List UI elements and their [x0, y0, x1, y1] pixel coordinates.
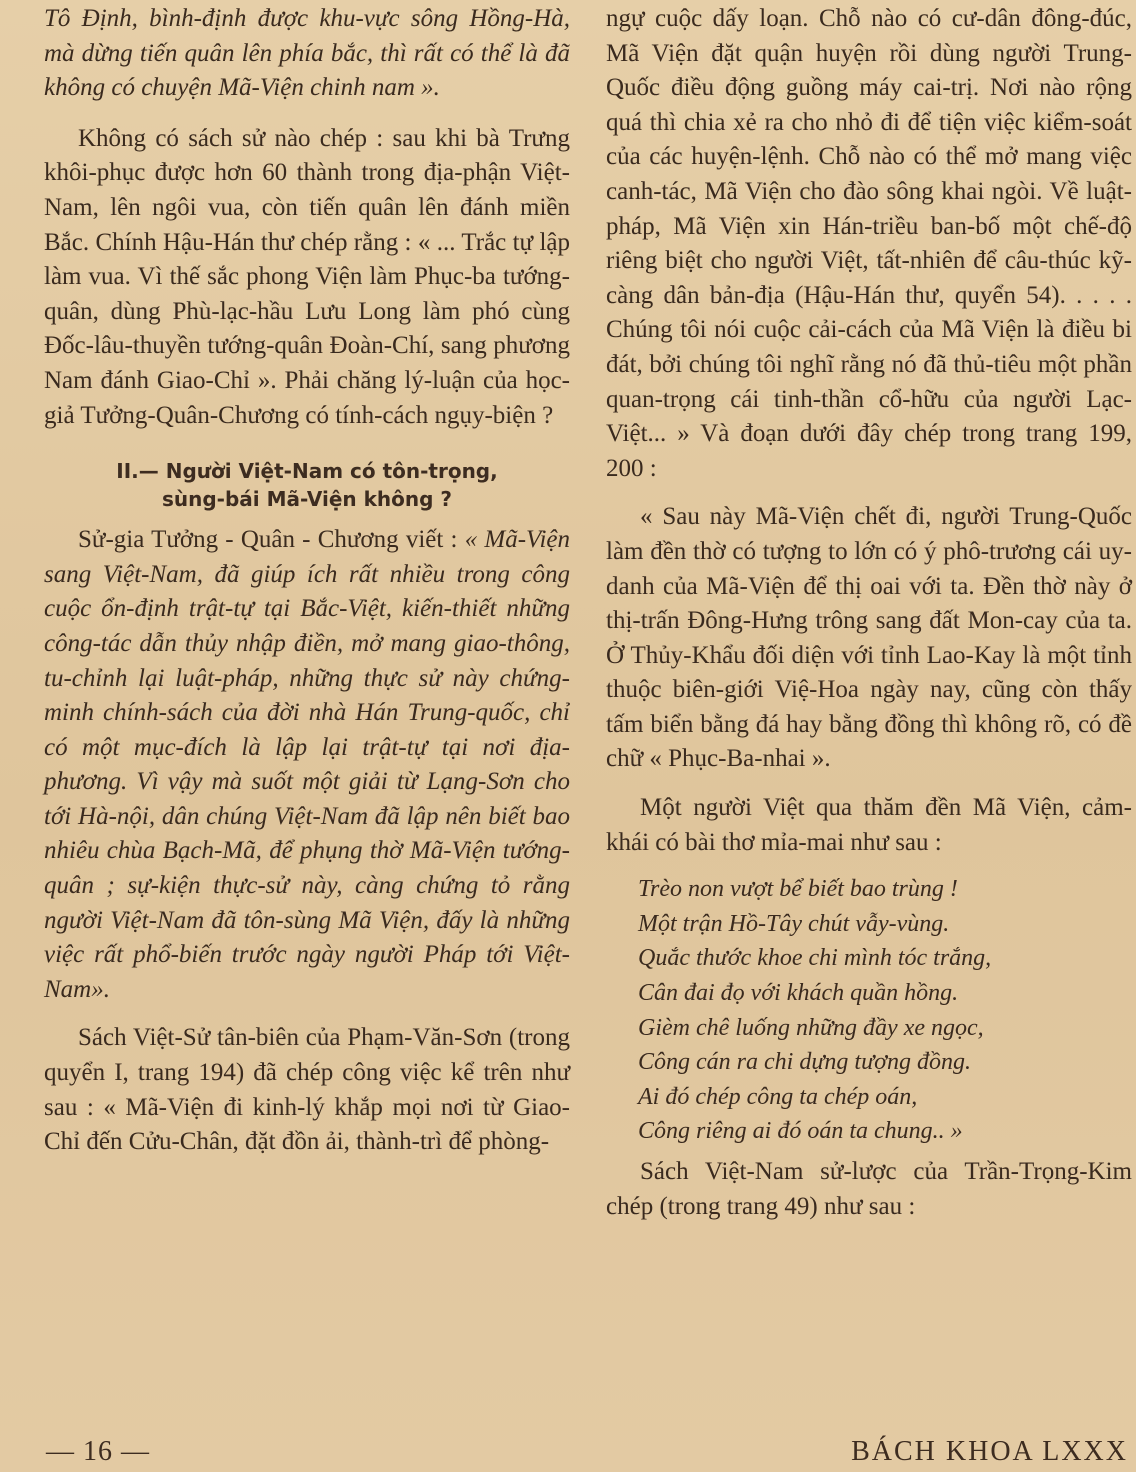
magazine-title: BÁCH KHOA LXXX — [851, 1436, 1128, 1467]
quote-intro: Sử-gia Tưởng - Quân - Chương viết : — [78, 526, 458, 554]
right-paragraph-4: Sách Việt-Nam sử-lược của Trần-Trọng-Kim chép (trong trang 49) như sau : — [606, 1158, 1132, 1220]
poem-line: Trèo non vượt bể biết bao trùng ! — [638, 876, 958, 903]
right-column — [606, 0, 1132, 1224]
left-column — [44, 0, 570, 1160]
historian-quote: « Mã-Viện sang Việt-Nam, đã giúp ích rất nhiều trong công cuộc ổn-định trật-tự tại Bắc-Việt, kiến-thiết những công-tác dẫn thủy nhập điền, mở mang giao-thông, tu-chỉnh lại luật-pháp, những thực sử này chứng-minh chính-sách của đời nhà Hán Trung-quốc, chỉ có một mục-đích là lập lại trật-tự tại nơi địa-phương. Vì vậy mà suốt một giải từ Lạng-Sơn cho tới Hà-nội, dân chúng Việt-Nam đã lập nên biết bao nhiêu chùa Bạch-Mã, để phụng thờ Mã-Viện tướng-quân ; sự-kiện thực-sử này, càng chứng tỏ rằng người Việt-Nam đã tôn-sùng Mã Viện, đấy là những việc rất phổ-biến trước ngày người Pháp tới Việt-Nam». — [44, 526, 571, 1003]
left-paragraph-2: Không có sách sử nào chép : sau khi bà Trưng khôi-phục được hơn 60 thành trong địa-phận Việt-Nam, lên ngôi vua, còn tiến quân lên đánh miền Bắc. Chính Hậu-Hán thư chép rằng : « ... Trắc tự lập làm vua. Vì thế sắc phong Viện làm Phục-ba tướng-quân, dùng Phù-lạc-hầu Lưu Long làm phó cùng Đốc-lâu-thuyền tướng-quân Đoàn-Chí, sang phương Nam đánh Giao-Chỉ ». Phải chăng lý-luận của học-giả Tưởng-Quân-Chương có tính-cách ngụy-biện ? — [44, 124, 570, 429]
right-paragraph-3: Một người Việt qua thăm đền Mã Viện, cảm-khái có bài thơ mỉa-mai như sau : — [606, 794, 1132, 856]
poem-line: Gièm chê luống những đầy xe ngọc, — [638, 1014, 984, 1041]
section-heading-line-1: II.— Người Việt-Nam có tôn-trọng, — [116, 459, 498, 484]
section-heading-line-2: sùng-bái Mã-Viện không ? — [161, 487, 453, 512]
poem-line: Một trận Hồ-Tây chút vẫy-vùng. — [638, 910, 950, 937]
poem-line: Quắc thước khoe chi mình tóc trắng, — [638, 945, 992, 972]
left-paragraph-3 — [44, 523, 570, 1007]
poem-line: Ai đó chép công ta chép oán, — [638, 1083, 918, 1110]
poem-line: Công cán ra chi dựng tượng đồng. — [638, 1049, 971, 1076]
poem-line: Công riêng ai đó oán ta chung.. » — [638, 1118, 963, 1145]
right-paragraph-1: ngự cuộc dấy loạn. Chỗ nào có cư-dân đông-đúc, Mã Viện đặt quận huyện rồi dùng người Trung-Quốc điều động guồng máy cai-trị. Nơi nào rộng quá thì chia xẻ ra cho nhỏ đi để tiện việc kiểm-soát của các huyện-lệnh. Chỗ nào có thể mở mang việc canh-tác, Mã Viện cho đào sông khai ngòi. Về luật-pháp, Mã Viện xin Hán-triều ban-bố một chế-độ riêng biệt cho người Việt, tất-nhiên để câu-thúc kỹ-càng dân bản-địa (Hậu-Hán thư, quyển 54). . . . . Chúng tôi nói cuộc cải-cách của Mã Viện là điều bi đát, bởi chúng tôi nghĩ rằng nó đã thủ-tiêu một phần quan-trọng cái tinh-thần cổ-hữu của người Lạc-Việt... » Và đoạn dưới đây chép trong trang 199, 200 : — [606, 5, 1132, 482]
left-paragraph-4: Sách Việt-Sử tân-biên của Phạm-Văn-Sơn (trong quyển I, trang 194) đã chép công việc kể trên như sau : « Mã-Viện đi kinh-lý khắp mọi nơi từ Giao-Chỉ đến Cửu-Chân, đặt đồn ải, thành-trì để phòng- — [44, 1024, 570, 1156]
poem-line: Cân đai đọ với khách quần hồng. — [638, 980, 959, 1007]
section-heading — [44, 457, 570, 513]
page-number: — 16 — — [46, 1436, 150, 1467]
poem — [606, 872, 1132, 1149]
right-paragraph-2: « Sau này Mã-Viện chết đi, người Trung-Quốc làm đền thờ có tượng to lớn có ý phô-trương cái uy-danh của Mã-Viện để thị oai với ta. Đền thờ này ở thị-trấn Đông-Hưng trông sang đất Mon-cay của ta. Ở Thủy-Khẩu đối diện với tỉnh Lao-Kay là một tỉnh thuộc biên-giới Việ-Hoa ngày nay, cũng còn thấy tấm biển bằng đá hay bằng đồng thì không rõ, có đề chữ « Phục-Ba-nhai ». — [606, 503, 1132, 773]
left-paragraph-1: Tô Định, bình-định được khu-vực sông Hồng-Hà, mà dừng tiến quân lên phía bắc, thì rất có thể là đã không có chuyện Mã-Viện chinh nam ». — [44, 5, 570, 102]
